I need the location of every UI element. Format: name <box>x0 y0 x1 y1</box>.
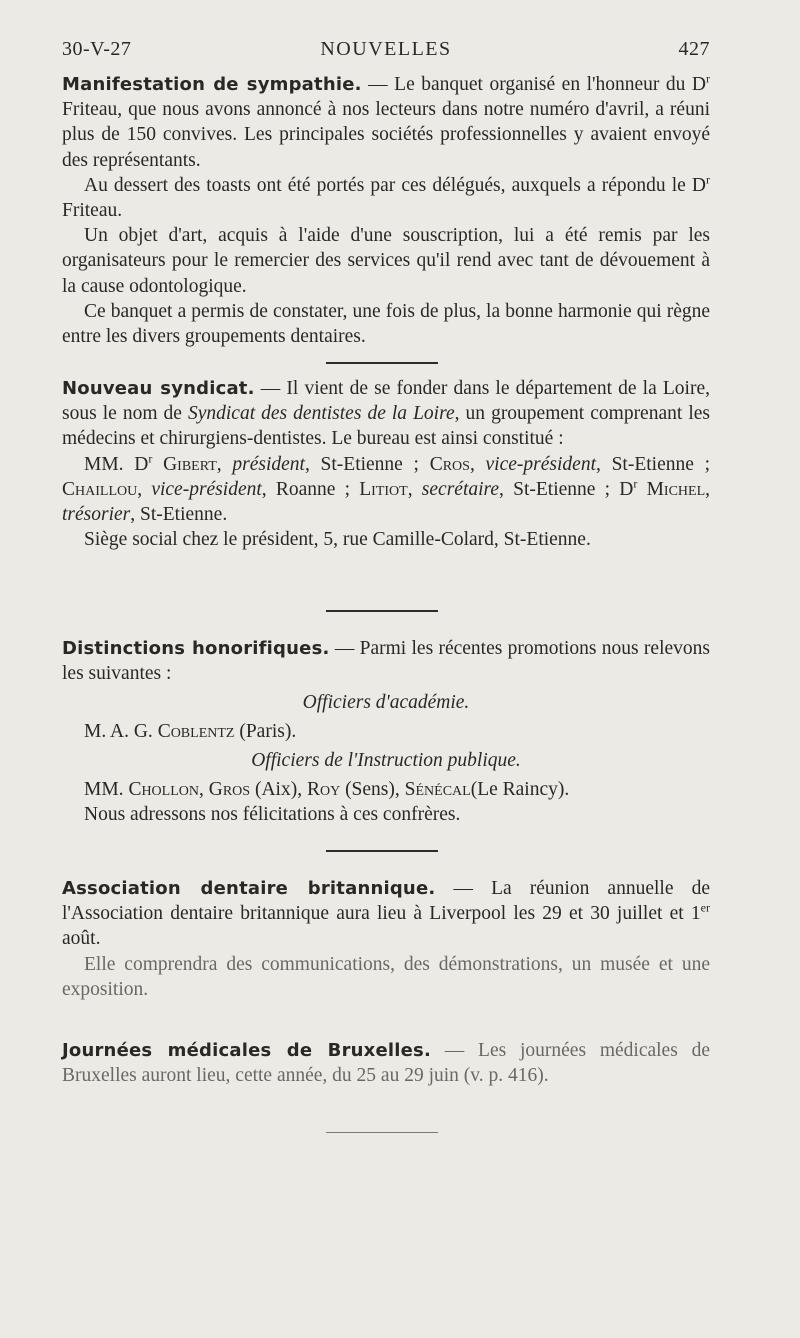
text: M. A. G. <box>84 720 158 742</box>
section-heading: Nouveau syndicat. <box>62 378 255 399</box>
section-title: NOUVELLES <box>320 38 452 60</box>
text: — Les journées médicales de Bruxelles auront lieu, cette année, du 25 au 29 juin (v. p. 416). <box>62 1040 710 1087</box>
text: Au dessert des toasts ont été portés par ces délégués, auxquels a répondu le D <box>84 174 706 196</box>
superscript: r <box>148 451 153 466</box>
text: Friteau. <box>62 200 123 222</box>
page-number: 427 <box>678 38 710 60</box>
paragraph <box>62 72 710 173</box>
person-name: Chaillou <box>62 478 138 500</box>
text: , St-Etienne ; <box>304 453 430 475</box>
person-name: Gibert <box>152 453 217 475</box>
person-name: Coblentz <box>157 720 235 742</box>
subheading: Officiers de l'Instruction publique. <box>251 749 521 771</box>
divider <box>326 362 438 364</box>
paragraph <box>62 1038 710 1088</box>
superscript: r <box>706 172 710 187</box>
role: président <box>232 453 305 475</box>
person-name: Sénécal <box>404 779 471 801</box>
page-header <box>62 38 710 68</box>
superscript: r <box>633 476 638 491</box>
section-manifestation <box>62 72 710 349</box>
section-association-britannique <box>62 876 710 1002</box>
section-heading: Association dentaire britannique. <box>62 878 436 899</box>
person-name: Gros <box>208 779 251 801</box>
text: , un groupement comprenant les médecins et chirurgiens-dentistes. Le bureau est ainsi constitué : <box>62 403 710 450</box>
issue-date: 30-V-27 <box>62 38 132 60</box>
text: — Le banquet organisé en l'honneur du D <box>361 74 706 95</box>
section-journees-medicales <box>62 1038 710 1088</box>
person-name: Chollon <box>128 779 199 801</box>
text: (Paris). <box>234 720 297 742</box>
text: — Il vient de se fonder dans le département de la Loire, sous le nom de <box>62 378 710 425</box>
syndicate-name: Syndicat des dentistes de la Loire <box>187 403 455 425</box>
text: MM. <box>84 779 129 801</box>
paragraph: Elle comprendra des communications, des démonstrations, un musée et une exposition. <box>62 953 710 1000</box>
text: (Sens), <box>340 779 405 801</box>
text: — La réunion annuelle de l'Association dentaire britannique aura lieu à Liverpool les 29 et 30 juillet et 1 <box>62 878 710 925</box>
subheading: Officiers d'académie. <box>302 692 470 714</box>
paragraph: Un objet d'art, acquis à l'aide d'une souscription, lui a été remis par les organisateurs pour le remercier des services qu'il rend avec tant de dévouement à la cause odontologique. <box>62 225 710 297</box>
text: août. <box>62 928 101 950</box>
divider <box>326 850 438 852</box>
paragraph <box>62 636 710 686</box>
section-heading: Distinctions honorifiques. <box>62 638 330 659</box>
bureau-list: MM. $D^r$ Gibert, président, St-Etienne ; Cros, vice-président, St-Etienne ; Chaillou, vice-président, Roanne ; Litiot, secrétaire, St-Etienne ; $D^r$ Michel, trésorier, St-Etienne. <box>62 451 711 526</box>
paragraph <box>62 376 710 452</box>
paragraph: Ce banquet a permis de constater, une fois de plus, la bonne harmonie qui règne entre les divers groupements dentaires. <box>62 300 710 348</box>
award-list: MM. Chollon, Gros (Aix), Roy (Sens), Sénécal(Le Raincy). <box>84 779 570 801</box>
paragraph: Siège social chez le président, 5, rue Camille-Colard, St-Etienne. <box>84 529 591 551</box>
section-nouveau-syndicat <box>62 376 710 552</box>
role: vice-président <box>485 453 596 475</box>
person-name: Litiot <box>359 478 408 500</box>
award-list <box>62 719 710 744</box>
section-heading: Journées médicales de Bruxelles. <box>62 1040 431 1061</box>
text: MM. D <box>84 453 149 475</box>
text: (Le Raincy). <box>470 779 570 801</box>
person-name: Cros <box>429 453 470 475</box>
text: Friteau, que nous avons annoncé à nos lecteurs dans notre numéro d'avril, a réuni plus de 150 convives. Les principales sociétés professionnelles y avaient envoyé des représentants. <box>62 99 710 171</box>
role: trésorier <box>62 504 131 526</box>
text: (Aix), <box>250 779 307 801</box>
divider <box>326 610 438 612</box>
role: secrétaire <box>421 478 500 500</box>
text: , St-Etienne. <box>130 504 228 526</box>
person-name: Roy <box>306 779 341 801</box>
paragraph: Nous adressons nos félicitations à ces confrères. <box>84 804 461 826</box>
divider <box>326 1132 438 1133</box>
text: , Roanne ; <box>261 478 360 500</box>
role: vice-président <box>151 478 262 500</box>
paragraph <box>62 173 710 223</box>
superscript: r <box>706 71 710 86</box>
superscript: er <box>700 900 710 915</box>
text: — Parmi les récentes promotions nous relevons les suivantes : <box>62 638 710 685</box>
section-distinctions <box>62 636 710 827</box>
paragraph <box>62 876 710 952</box>
section-heading: Manifestation de sympathie. <box>62 74 362 95</box>
text: , St-Etienne ; <box>595 453 711 475</box>
text: , St-Etienne ; D <box>499 478 634 500</box>
person-name: Michel <box>637 478 706 500</box>
